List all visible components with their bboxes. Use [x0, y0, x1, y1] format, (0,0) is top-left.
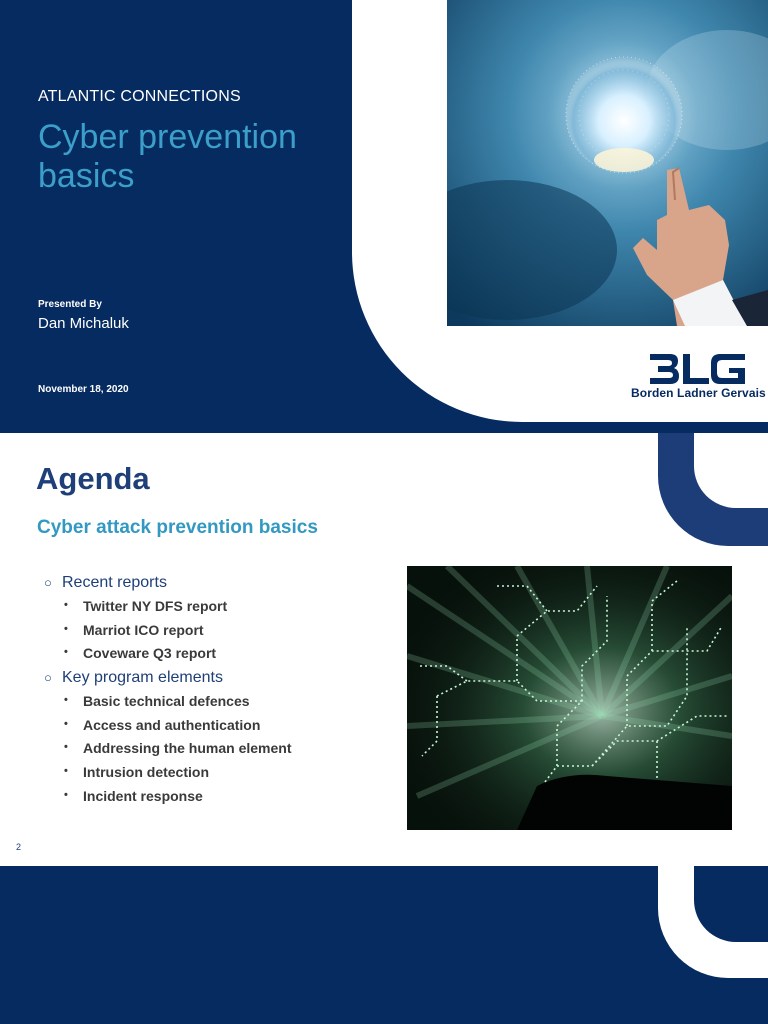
agenda-item-label: Twitter NY DFS report: [83, 598, 228, 614]
agenda-item: [44, 785, 394, 809]
bullet-icon: •: [64, 646, 68, 659]
agenda-item: [44, 714, 394, 738]
agenda-item-label: Intrusion detection: [83, 764, 209, 781]
agenda-item: [44, 690, 394, 714]
agenda-slide: [0, 433, 768, 866]
hollow-bullet-icon: ○: [44, 575, 52, 590]
presenter-name: Dan Michaluk: [38, 315, 129, 332]
agenda-item: [44, 737, 394, 761]
agenda-item-label: Access and authentication: [83, 716, 261, 733]
globe-hand-photo: [447, 0, 768, 326]
agenda-section: [44, 666, 394, 690]
title-slide: [0, 0, 768, 433]
bullet-icon: •: [64, 788, 68, 801]
agenda-item: [44, 761, 394, 785]
blg-logo-icon: [648, 352, 748, 386]
bullet-icon: •: [64, 694, 68, 707]
bullet-icon: •: [64, 741, 68, 754]
bullet-icon: •: [64, 622, 68, 635]
agenda-subtitle: Cyber attack prevention basics: [37, 517, 318, 538]
presentation-date: November 18, 2020: [38, 384, 129, 395]
agenda-item-label: Basic technical defences: [83, 693, 250, 710]
network-lights-photo: [407, 566, 732, 830]
agenda-item: [44, 619, 394, 643]
agenda-item-label: Coveware Q3 report: [83, 645, 217, 662]
agenda-item: [44, 595, 394, 619]
hollow-bullet-icon: ○: [44, 670, 52, 686]
agenda-item: [44, 642, 394, 666]
page-number: 2: [16, 842, 22, 852]
firm-name: Borden Ladner Gervais: [631, 386, 766, 400]
agenda-section-label: Recent reports: [62, 574, 167, 591]
agenda-list: [44, 571, 394, 809]
agenda-title: Agenda: [36, 461, 150, 496]
organization-label: ATLANTIC CONNECTIONS: [38, 88, 241, 105]
bullet-icon: •: [64, 717, 68, 730]
bullet-icon: •: [64, 765, 68, 778]
next-slide-partial: [0, 866, 768, 1024]
agenda-item-label: Incident response: [83, 787, 203, 804]
slide-title: Cyber prevention basics: [38, 118, 297, 195]
agenda-section: [44, 571, 394, 595]
presented-by-label: Presented By: [38, 299, 102, 310]
agenda-section-label: Key program elements: [62, 669, 223, 687]
agenda-item-label: Marriot ICO report: [83, 621, 204, 638]
agenda-item-label: Addressing the human element: [83, 740, 292, 757]
bullet-icon: •: [64, 599, 68, 611]
